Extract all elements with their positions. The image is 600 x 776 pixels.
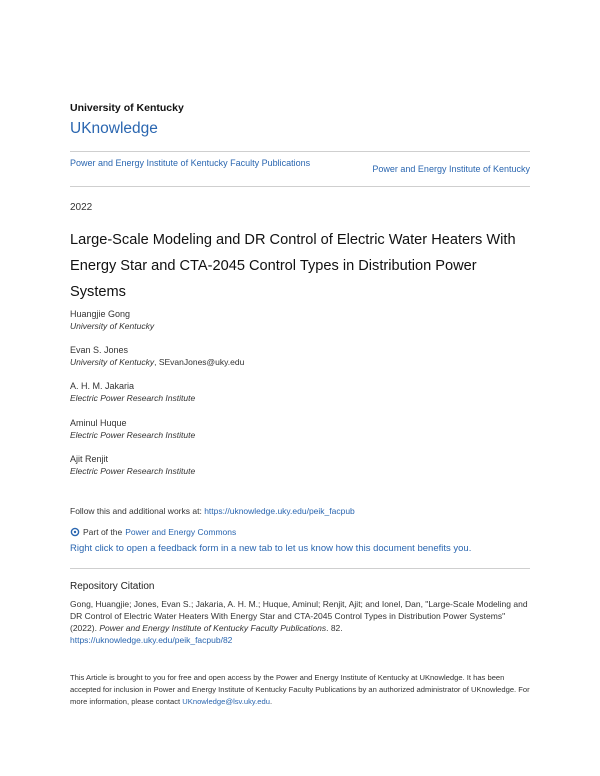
author-affiliation: University of Kentucky (70, 321, 155, 331)
author-block (70, 417, 195, 441)
follow-url-link[interactable]: https://uknowledge.uky.edu/peik_facpub (204, 506, 355, 516)
divider (70, 151, 530, 152)
author-block: Evan S. Jones University of Kentucky, SEvanJones@uky.edu (70, 345, 245, 367)
citation-text (70, 598, 530, 646)
follow-line (70, 506, 355, 516)
access-statement-end: . (269, 697, 273, 706)
access-statement-text: This Article is brought to you for free and open access by the Power and Energy Institute of Kentucky at UKnowledge. It has been accepted for inclusion in Power and Energy Institute of Kentucky Faculty Publications by an authorized administrator of UKnowledge. For more information, please contact (70, 673, 530, 706)
author-email: SEvanJones@uky.edu (158, 357, 245, 367)
power-energy-commons-link[interactable]: Power and Energy Commons (125, 527, 237, 537)
network-commons-icon (70, 527, 80, 537)
divider (70, 568, 530, 569)
citation-number: . 82. (326, 623, 343, 633)
citation-journal: Power and Energy Institute of Kentucky Faculty Publications (99, 623, 327, 633)
author-name: Aminul Huque (70, 418, 127, 428)
access-statement (70, 672, 530, 708)
author-name: Huangjie Gong (70, 309, 131, 319)
author-block (70, 380, 195, 404)
author-name: Evan S. Jones (70, 345, 129, 355)
divider (70, 186, 530, 187)
collection-link-faculty-publications[interactable]: Power and Energy Institute of Kentucky Faculty Publications (70, 158, 311, 168)
author-block (70, 308, 154, 332)
part-of-prefix: Part of the (83, 527, 123, 537)
article-title: Large-Scale Modeling and DR Control of Electric Water Heaters With Energy Star and CTA-2045 Control Types in Distribution Power Systems (70, 232, 516, 300)
feedback-link[interactable]: Right click to open a feedback form in a new tab to let us know how this document benefits you. (70, 543, 472, 554)
citation-body: Gong, Huangjie; Jones, Evan S.; Jakaria, A. H. M.; Huque, Aminul; Renjit, Ajit; and Ionel, Dan, "Large-Scale Modeling and DR Control of Electric Water Heaters With Energy Star and CTA-2045 Control Types in Distribution Power Systems" (2022). (70, 599, 528, 633)
author-affiliation: Electric Power Research Institute (70, 466, 196, 476)
author-affiliation: Electric Power Research Institute (70, 393, 196, 403)
citation-url-link[interactable]: https://uknowledge.uky.edu/peik_facpub/82 (70, 635, 233, 645)
follow-label: Follow this and additional works at: (70, 506, 202, 516)
part-of-line (70, 527, 236, 537)
repository-citation-heading: Repository Citation (70, 581, 155, 592)
author-name: Ajit Renjit (70, 454, 109, 464)
publication-year: 2022 (70, 202, 93, 213)
collection-link-institute[interactable]: Power and Energy Institute of Kentucky (372, 164, 530, 174)
uknowledge-link[interactable]: UKnowledge (70, 120, 158, 137)
university-name: University of Kentucky (70, 102, 184, 114)
author-name: A. H. M. Jakaria (70, 381, 135, 391)
author-block (70, 453, 195, 477)
author-affiliation: University of Kentucky (70, 357, 155, 367)
contact-email-link[interactable]: UKnowledge@lsv.uky.edu (182, 697, 270, 706)
author-affiliation: Electric Power Research Institute (70, 430, 196, 440)
